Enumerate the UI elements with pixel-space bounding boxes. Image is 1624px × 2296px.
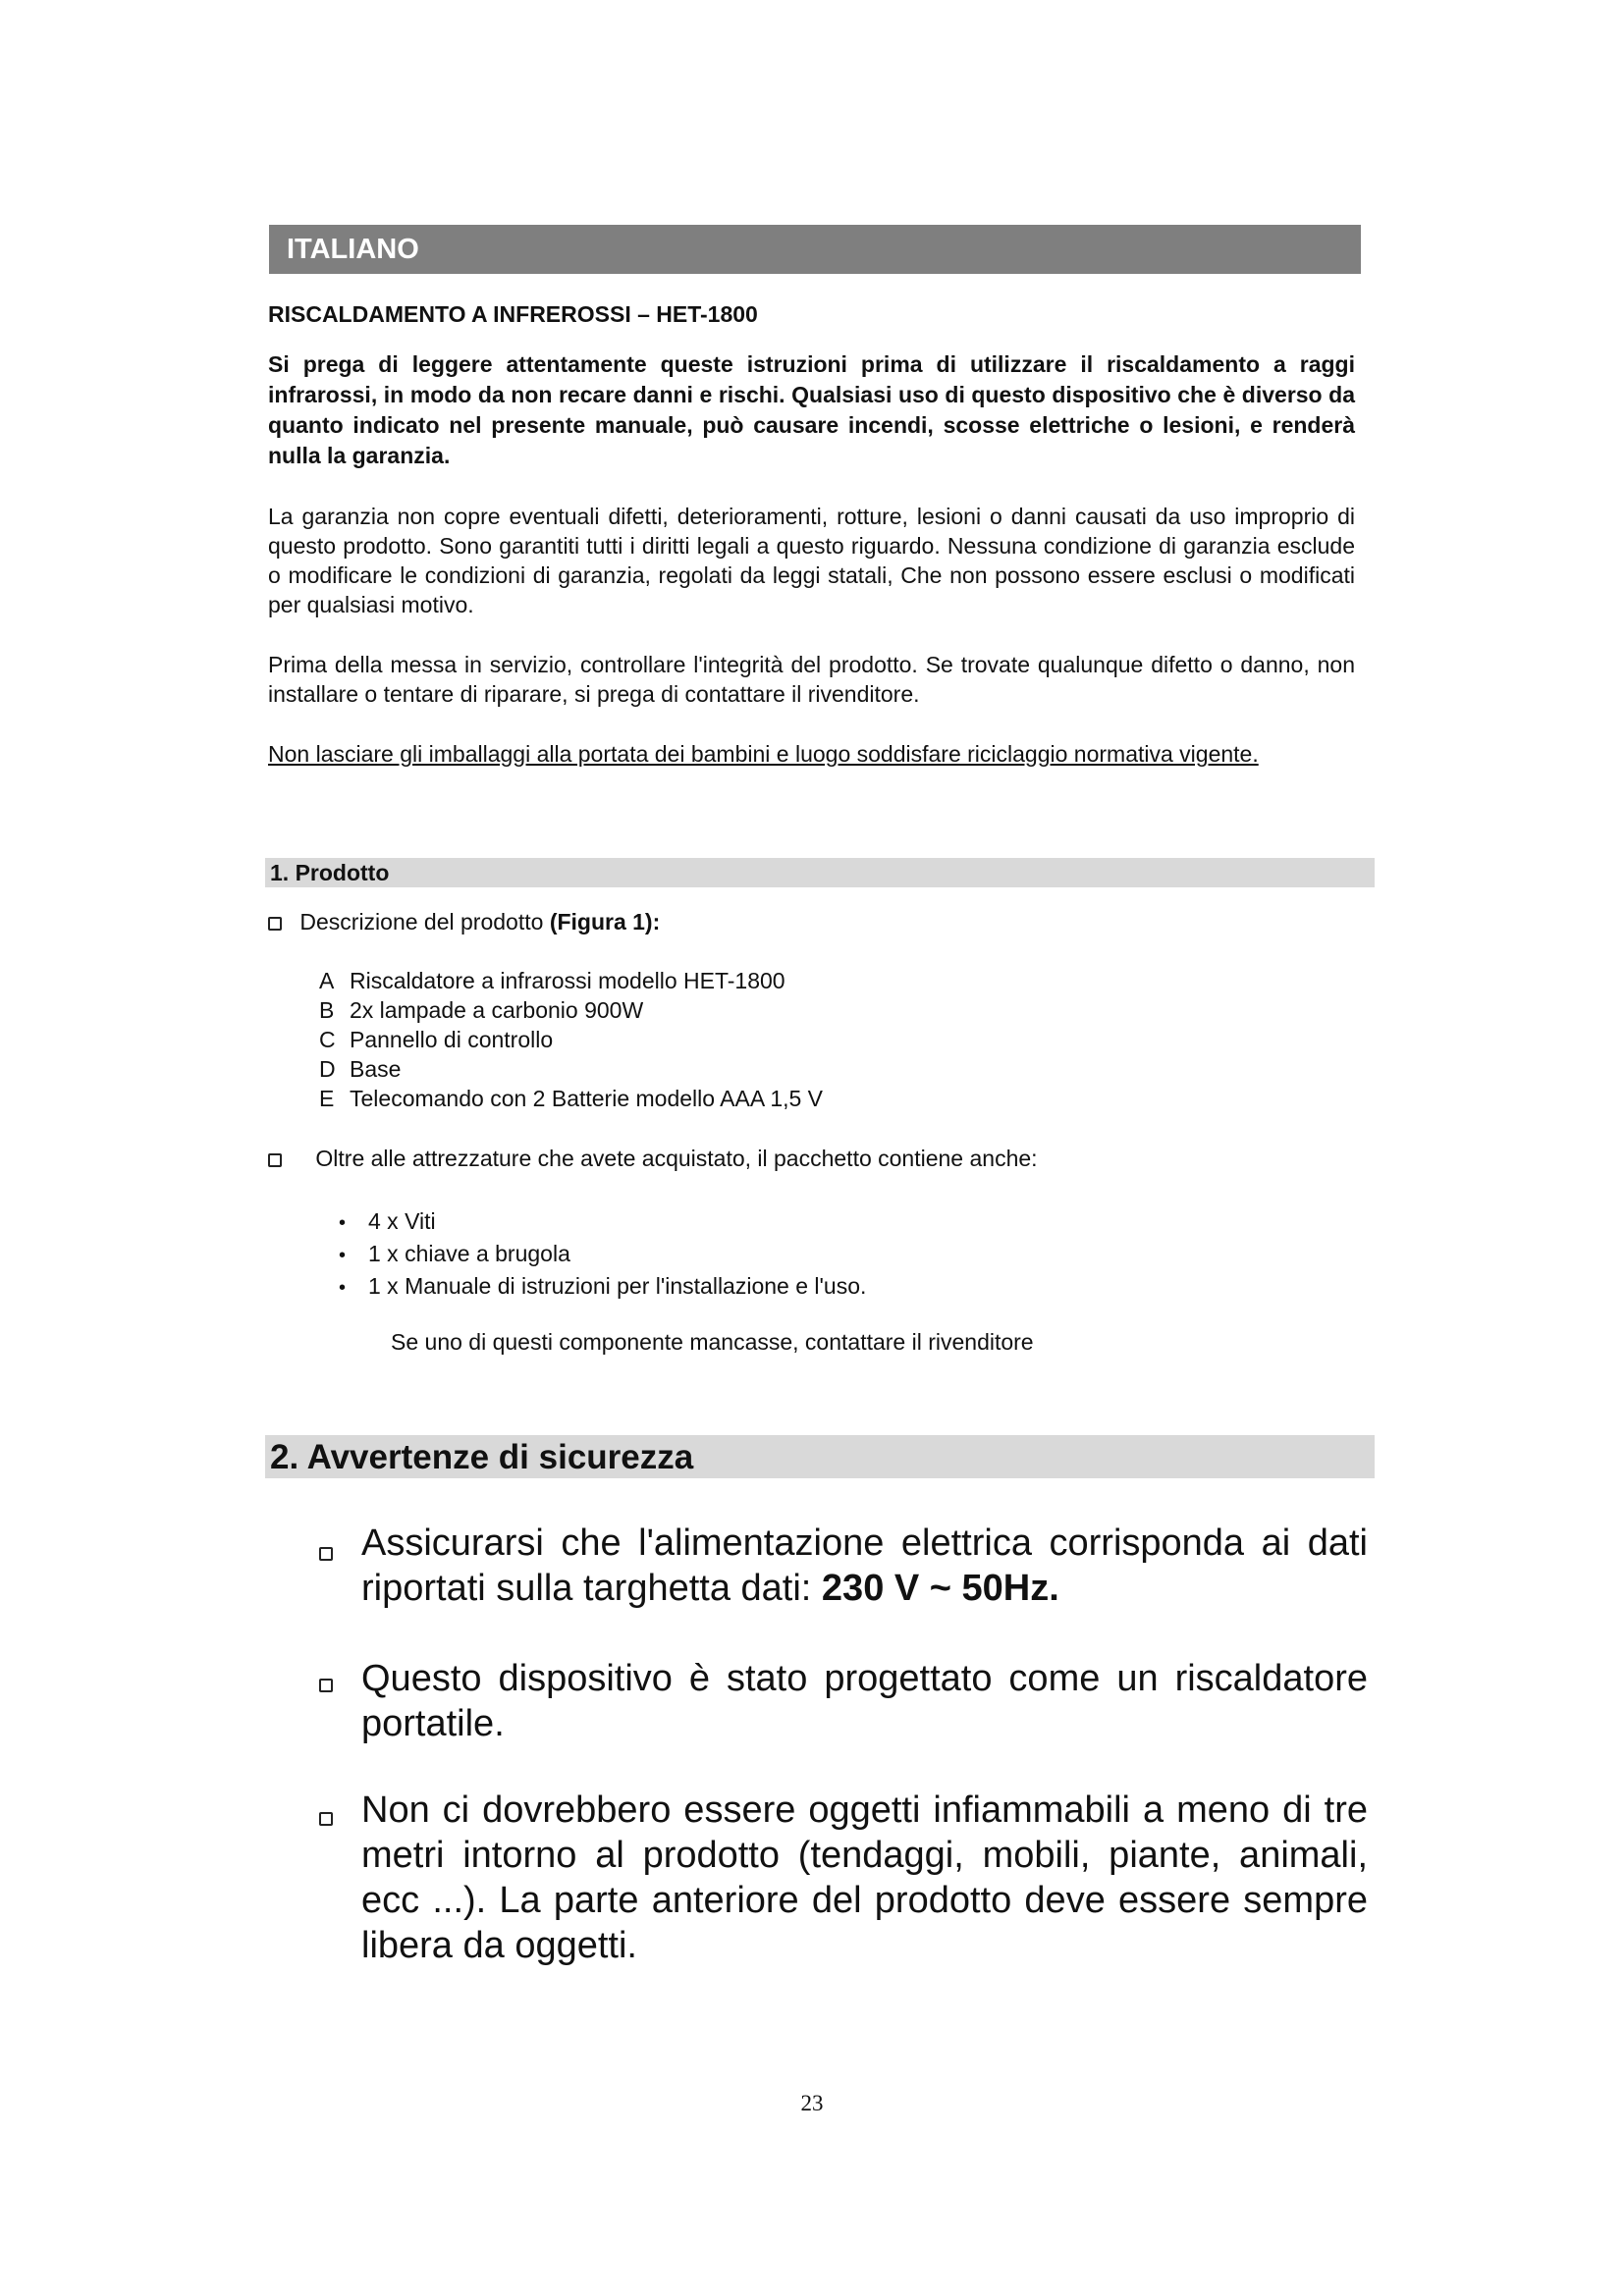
language-header-bar (269, 225, 1361, 274)
part-row: A Riscaldatore a infrarossi modello HET-1800 (319, 968, 785, 993)
section-heading-safety (265, 1435, 1375, 1478)
bullet-dot-icon: • (339, 1277, 347, 1299)
list-item: • 1 x chiave a brugola (339, 1239, 866, 1271)
list-item: • 1 x Manuale di istruzioni per l'installazione e l'uso. (339, 1271, 866, 1304)
part-row: B 2x lampade a carbonio 900W (319, 997, 644, 1023)
intro-paragraph: Si prega di leggere attentamente queste istruzioni prima di utilizzare il riscaldamento a raggi infrarossi, in modo da non recare danni e rischi. Qualsiasi uso di questo dispositivo che è diverso da quanto indicato nel presente manuale, può causare incendi, scosse elettriche o lesioni, e renderà nulla la garanzia. (268, 351, 1355, 468)
package-contents-item (268, 1144, 1038, 1173)
document-title: RISCALDAMENTO A INFREROSSI – HET-1800 (268, 301, 758, 327)
part-row: C Pannello di controllo (319, 1027, 554, 1052)
bullet-dot-icon: • (339, 1212, 347, 1234)
bullet-dot-icon: • (339, 1245, 347, 1266)
packaging-paragraph: Non lasciare gli imballaggi alla portata dei bambini e luogo soddisfare riciclaggio normativa vigente. (268, 741, 1259, 767)
part-row: D Base (319, 1056, 402, 1082)
package-intro-text: Oltre alle attrezzature che avete acquistato, il pacchetto contiene anche: (315, 1146, 1038, 1171)
missing-parts-note: Se uno di questi componente mancasse, contattare il rivenditore (391, 1329, 1034, 1355)
package-items-list (339, 1206, 866, 1304)
safety-warning-flammable: Non ci dovrebbero essere oggetti infiammabili a meno di tre metri intorno al prodotto (tendaggi, mobili, piante, animali, ecc ...). La parte anteriore del prodotto deve essere sempre libera da oggetti. (361, 1789, 1368, 1966)
checkbox-bullet-icon (319, 1812, 333, 1826)
checkbox-bullet-icon (268, 917, 282, 931)
section-heading-product (265, 858, 1375, 887)
voltage-value: 230 V ~ 50Hz. (821, 1568, 1059, 1609)
inspection-paragraph: Prima della messa in servizio, controllare l'integrità del prodotto. Se trovate qualunque difetto o danno, non installare o tentare di riparare, si prega di contattare il rivenditore. (268, 652, 1355, 707)
list-item: • 4 x Viti (339, 1206, 866, 1239)
safety-warning-portable: Questo dispositivo è stato progettato come un riscaldatore portatile. (361, 1658, 1368, 1744)
product-description-item (268, 907, 660, 936)
checkbox-bullet-icon (268, 1153, 282, 1167)
section-2-title: 2. Avvertenze di sicurezza (270, 1438, 694, 1476)
warranty-paragraph: La garanzia non copre eventuali difetti, deterioramenti, rotture, lesioni o danni causati da uso improprio di questo prodotto. Sono garantiti tutti i diritti legali a questo riguardo. Nessuna condizione di garanzia esclude o modificare le condizioni di garanzia, regolati da leggi statali, Che non possono essere esclusi o modificati per qualsiasi motivo. (268, 504, 1355, 617)
checkbox-bullet-icon (319, 1547, 333, 1561)
figure-reference: (Figura 1): (549, 909, 661, 934)
section-1-title: 1. Prodotto (270, 860, 390, 885)
parts-list (319, 966, 823, 1113)
warning-text: Assicurarsi che l'alimentazione elettrica corrisponda ai dati riportati sulla targhetta dati: (361, 1522, 1368, 1609)
part-row: E Telecomando con 2 Batterie modello AAA 1,5 V (319, 1086, 824, 1111)
description-label: Descrizione del prodotto (299, 909, 544, 934)
checkbox-bullet-icon (319, 1679, 333, 1692)
safety-warning-voltage (361, 1521, 1368, 1611)
language-label: ITALIANO (287, 234, 419, 265)
page-number: 23 (800, 2091, 824, 2115)
